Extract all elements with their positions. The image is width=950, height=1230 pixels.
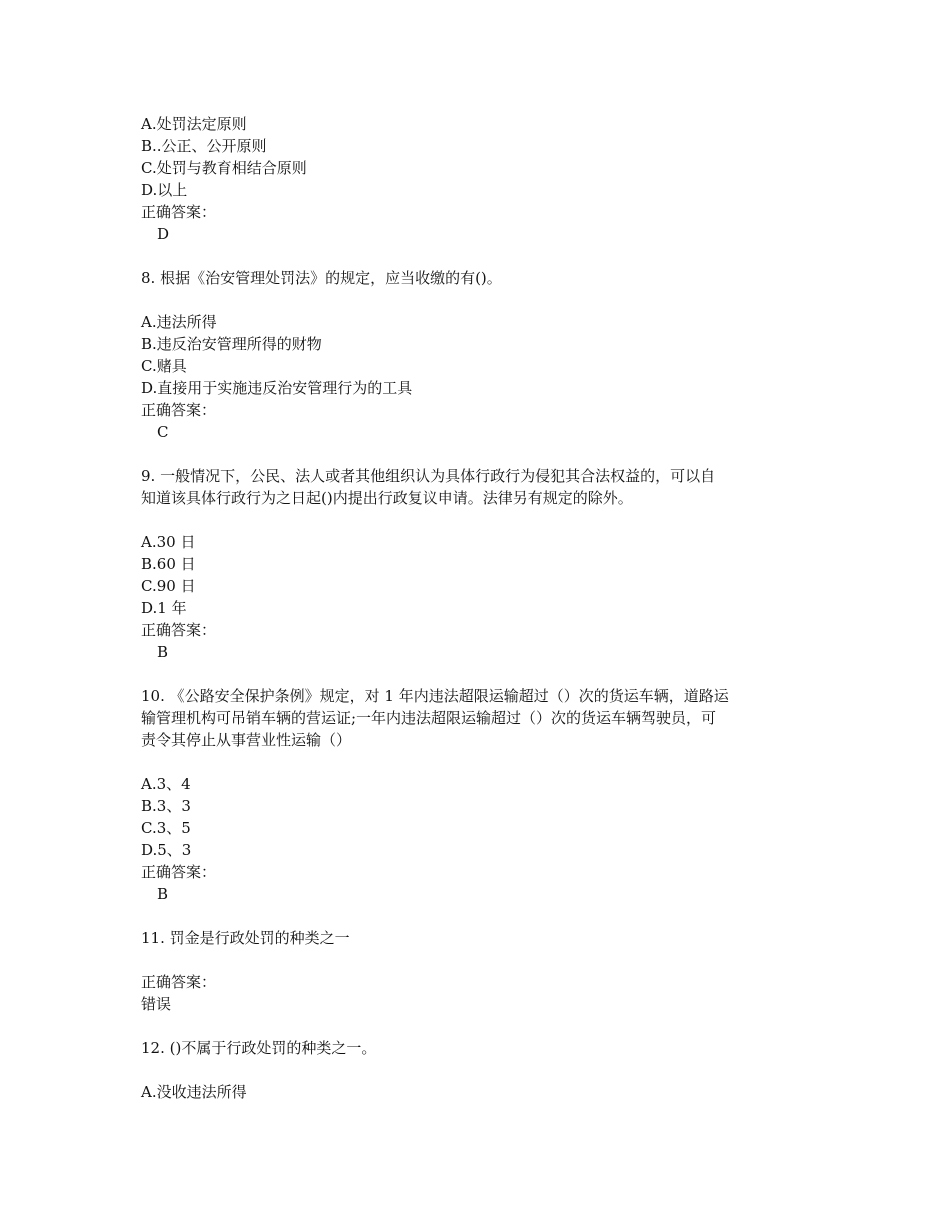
answer-value: C xyxy=(157,423,169,441)
option-a: A.3、4 xyxy=(141,775,191,793)
answer-label: 正确答案： xyxy=(141,401,217,419)
question-11-block xyxy=(141,927,821,1015)
question-text: 8. 根据《治安管理处罚法》的规定，应当收缴的有()。 xyxy=(141,269,502,287)
answer-label: 正确答案： xyxy=(141,973,217,991)
answer-value: 错误 xyxy=(141,995,172,1013)
option-a: A.处罚法定原则 xyxy=(141,115,247,133)
option-d: D.以上 xyxy=(141,181,188,199)
answer-value: B xyxy=(157,885,169,903)
question-9-block xyxy=(141,465,821,663)
question-12-block xyxy=(141,1037,821,1103)
option-b: B.60 日 xyxy=(141,555,196,573)
option-d: D.1 年 xyxy=(141,599,187,617)
answer-value: D xyxy=(157,225,170,243)
answer-label: 正确答案： xyxy=(141,621,217,639)
question-text: 12. ()不属于行政处罚的种类之一。 xyxy=(141,1039,377,1057)
answer-label: 正确答案： xyxy=(141,863,217,881)
question-text-line-1: 10. 《公路安全保护条例》规定，对 1 年内违法超限运输超过（）次的货运车辆，道路运 xyxy=(141,687,729,705)
question-text-line-3: 责令其停止从事营业性运输（） xyxy=(141,731,352,749)
option-b: B..公正、公开原则 xyxy=(141,137,267,155)
option-c: C.处罚与教育相结合原则 xyxy=(141,159,307,177)
question-10-block xyxy=(141,685,821,905)
question-text: 11. 罚金是行政处罚的种类之一 xyxy=(141,929,350,947)
option-d: D.直接用于实施违反治安管理行为的工具 xyxy=(141,379,413,397)
option-c: C.赌具 xyxy=(141,357,187,375)
answer-value: B xyxy=(157,643,169,661)
question-7-block xyxy=(141,113,821,245)
question-text-line-1: 9. 一般情况下，公民、法人或者其他组织认为具体行政行为侵犯其合法权益的，可以自 xyxy=(141,467,716,485)
option-c: C.90 日 xyxy=(141,577,196,595)
option-b: B.3、3 xyxy=(141,797,191,815)
option-d: D.5、3 xyxy=(141,841,192,859)
option-a: A.没收违法所得 xyxy=(141,1083,247,1101)
answer-label: 正确答案： xyxy=(141,203,217,221)
document-page xyxy=(141,113,821,1103)
option-c: C.3、5 xyxy=(141,819,191,837)
option-a: A.30 日 xyxy=(141,533,196,551)
question-text-line-2: 输管理机构可吊销车辆的营运证;一年内违法超限运输超过（）次的货运车辆驾驶员，可 xyxy=(141,709,717,727)
option-a: A.违法所得 xyxy=(141,313,217,331)
question-8-block xyxy=(141,267,821,443)
question-text-line-2: 知道该具体行政行为之日起()内提出行政复议申请。法律另有规定的除外。 xyxy=(141,489,633,507)
option-b: B.违反治安管理所得的财物 xyxy=(141,335,322,353)
